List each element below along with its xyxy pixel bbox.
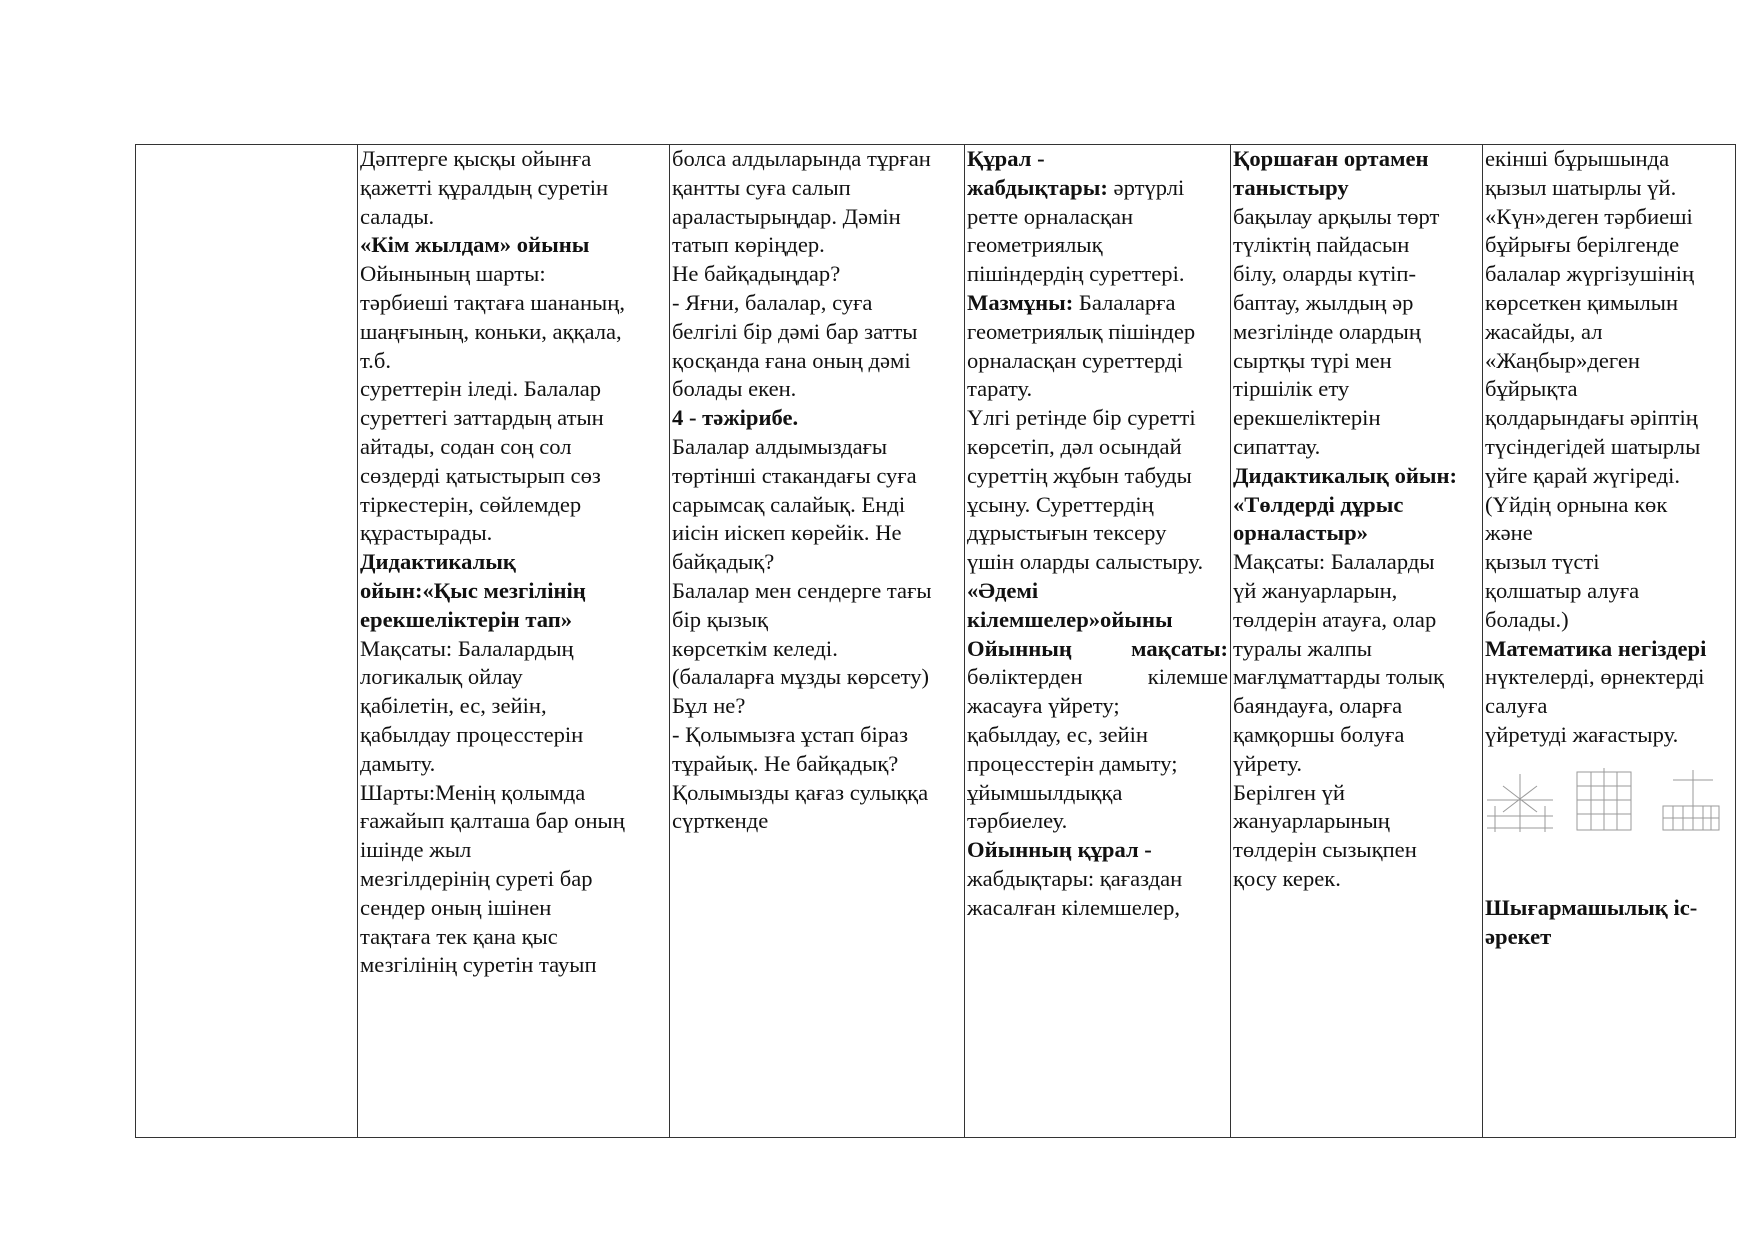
text-line: тіршілік ету bbox=[1233, 376, 1350, 402]
text-line: қолдарындағы әріптің bbox=[1485, 405, 1698, 431]
text-line: бақылау арқылы төрт bbox=[1233, 203, 1440, 229]
text-line: бұйрықта bbox=[1485, 376, 1578, 402]
text-run: әртүрлі bbox=[1107, 174, 1185, 200]
text-line: сөздерді қатыстырып сөз bbox=[360, 462, 601, 488]
text-line: «Жаңбыр»деген bbox=[1485, 347, 1640, 373]
text-line: тіркестерін, сөйлемдер bbox=[360, 491, 582, 517]
text-line: тұрайық. Не байқадық? bbox=[672, 750, 899, 776]
column-6-cell bbox=[1483, 145, 1736, 1138]
text-line: тақтаға тек қана қыс bbox=[360, 923, 558, 949]
text-line: «Кім жылдам» ойыны bbox=[360, 232, 590, 258]
table-row bbox=[136, 145, 1736, 1138]
text-line: (Үйдің орнына көк bbox=[1485, 491, 1668, 517]
text-line: төртінші стакандағы суға bbox=[672, 462, 917, 488]
text-line: қосу керек. bbox=[1233, 865, 1341, 891]
text-line: суреттің жұбын табуды bbox=[967, 462, 1192, 488]
text-line: дамыту. bbox=[360, 750, 436, 776]
text-line: Мақсаты: Балаларды bbox=[1233, 549, 1435, 575]
text-line: ерекшеліктерін тап» bbox=[360, 606, 573, 632]
text-line: кілемшелер»ойыны bbox=[967, 606, 1173, 632]
text-line: қолшатыр алуға bbox=[1485, 577, 1640, 603]
text-line: араластырыңдар. Дәмін bbox=[672, 203, 901, 229]
text-line: Мақсаты: Балалардың bbox=[360, 635, 574, 661]
text-line: «Төлдерді дұрыс bbox=[1233, 491, 1404, 517]
text-line: (балаларға мұзды көрсету) bbox=[672, 664, 930, 690]
text-line: татып көріңдер. bbox=[672, 232, 825, 258]
sketch-ladder-icon bbox=[1653, 766, 1723, 834]
text-line: ерекшеліктерін bbox=[1233, 405, 1381, 431]
text-line: 4 - тәжірибе. bbox=[672, 405, 799, 431]
text-line: - Яғни, балалар, суға bbox=[672, 289, 873, 315]
text-line: Не байқадыңдар? bbox=[672, 261, 841, 287]
text-line: түсіндегідей шатырлы bbox=[1485, 433, 1701, 459]
text-line: сүрткенде bbox=[672, 808, 769, 834]
text-line: суреттегі заттардың атын bbox=[360, 405, 604, 431]
text-line: тәрбиелеу. bbox=[967, 808, 1068, 834]
text-line: үй жануарларын, bbox=[1233, 577, 1398, 603]
text-run: Мазмұны: bbox=[967, 289, 1074, 315]
text-line: Қоршаған ортамен bbox=[1233, 146, 1429, 171]
text-line: - Қолымызға ұстап біраз bbox=[672, 721, 909, 747]
text-line: орналасқан суреттерді bbox=[967, 347, 1183, 373]
text-line: Шығармашылық іс- bbox=[1485, 894, 1698, 920]
text-line: т.б. bbox=[360, 347, 391, 373]
text-line: қосқанда ғана оның дәмі bbox=[672, 347, 911, 373]
text-line: Балалар мен сендерге тағы bbox=[672, 577, 932, 603]
text-line: сендер оның ішінен bbox=[360, 894, 552, 920]
text-line: әрекет bbox=[1485, 923, 1552, 949]
text-line: қызыл шатырлы үй. bbox=[1485, 174, 1677, 200]
dot-pattern-sketches bbox=[1485, 766, 1733, 836]
text-line: геометриялық bbox=[967, 232, 1103, 258]
text-line: көрсеткен қимылын bbox=[1485, 289, 1679, 315]
text-line bbox=[967, 635, 1228, 664]
column-6-text-bottom bbox=[1485, 894, 1733, 952]
text-line: қабылдау процесстерін bbox=[360, 721, 584, 747]
text-line: мағлұматтарды толық bbox=[1233, 664, 1444, 690]
text-line: ішінде жыл bbox=[360, 837, 472, 863]
column-6-text-top bbox=[1485, 145, 1733, 750]
text-line: айтады, содан соң сол bbox=[360, 433, 572, 459]
text-line: жануарларының bbox=[1233, 808, 1390, 834]
text-line: жасайды, ал bbox=[1485, 318, 1603, 344]
text-line: геометриялық пішіндер bbox=[967, 318, 1196, 344]
text-word: кілемше bbox=[1147, 664, 1228, 690]
text-line: Дидактикалық bbox=[360, 549, 516, 575]
text-line: ойын:«Қыс мезгілінің bbox=[360, 577, 586, 603]
text-line: үйретуді жағастыру. bbox=[1485, 721, 1679, 747]
text-line: салады. bbox=[360, 203, 435, 229]
text-line: туралы жалпы bbox=[1233, 635, 1372, 661]
text-line: ғажайып қалташа бар оның bbox=[360, 808, 625, 834]
text-line: құрастырады. bbox=[360, 520, 493, 546]
sketch-house-icon bbox=[1569, 766, 1639, 834]
text-line: қызыл түсті bbox=[1485, 549, 1600, 575]
text-line: жасалған кілемшелер, bbox=[967, 894, 1181, 920]
text-line: балалар жүргізушінің bbox=[1485, 261, 1695, 287]
text-line: Ойынның құрал - bbox=[967, 837, 1152, 863]
text-line: байқадық? bbox=[672, 549, 775, 575]
text-line: сыртқы түрі мен bbox=[1233, 347, 1392, 373]
text-word: бөліктерден bbox=[967, 664, 1083, 690]
text-line: ретте орналасқан bbox=[967, 203, 1134, 229]
text-line: қабілетін, ес, зейін, bbox=[360, 693, 547, 719]
text-line: Дидактикалық ойын: bbox=[1233, 462, 1458, 488]
text-run: жабдықтары: bbox=[967, 174, 1108, 200]
text-line: сипаттау. bbox=[1233, 433, 1321, 459]
text-line: Берілген үй bbox=[1233, 779, 1345, 805]
text-line: мезгілдерінің суреті бар bbox=[360, 865, 593, 891]
text-line: пішіндердің суреттері. bbox=[967, 261, 1185, 287]
text-line: ұйымшылдыққа bbox=[967, 779, 1123, 805]
text-line: Математика негіздері bbox=[1485, 635, 1707, 661]
text-line: бір қызық bbox=[672, 606, 768, 632]
text-line: баяндауға, оларға bbox=[1233, 693, 1403, 719]
column-2-cell bbox=[358, 145, 670, 1138]
text-line: орналастыр» bbox=[1233, 520, 1368, 546]
lesson-plan-table bbox=[135, 144, 1736, 1138]
text-word: Ойынның bbox=[967, 635, 1072, 661]
text-word: мақсаты: bbox=[1131, 635, 1228, 661]
text-line: дұрыстығын тексеру bbox=[967, 520, 1167, 546]
column-3-cell bbox=[670, 145, 965, 1138]
text-line: мезгілінің суретін тауып bbox=[360, 952, 597, 978]
text-line: таныстыру bbox=[1233, 174, 1349, 200]
text-line bbox=[967, 289, 1228, 318]
text-line: нүктелерді, өрнектерді bbox=[1485, 664, 1705, 690]
text-line: көрсеткім келеді. bbox=[672, 635, 838, 661]
text-line: Ойынының шарты: bbox=[360, 261, 546, 287]
text-line: қабылдау, ес, зейін bbox=[967, 721, 1148, 747]
text-line: Шарты:Менің қолымда bbox=[360, 779, 586, 805]
column-5-cell bbox=[1231, 145, 1483, 1138]
text-line: процесстерін дамыту; bbox=[967, 750, 1178, 776]
text-line: болса алдыларында тұрған bbox=[672, 146, 931, 171]
text-line: үйрету. bbox=[1233, 750, 1302, 776]
text-line: Үлгі ретінде бір суретті bbox=[967, 405, 1196, 431]
text-line: үшін оларды салыстыру. bbox=[967, 549, 1204, 575]
text-line: «Әдемі bbox=[967, 577, 1039, 603]
sketch-pattern-icon bbox=[1485, 766, 1555, 834]
text-line: екінші бұрышында bbox=[1485, 146, 1670, 171]
text-line: Дәптерге қысқы ойынға bbox=[360, 146, 592, 171]
text-line: көрсетіп, дәл осындай bbox=[967, 433, 1182, 459]
text-line: логикалық ойлау bbox=[360, 664, 523, 690]
text-run: Балаларға bbox=[1073, 289, 1176, 315]
text-line: түліктің пайдасын bbox=[1233, 232, 1410, 258]
text-line: ұсыну. Суреттердің bbox=[967, 491, 1154, 517]
text-line: қажетті құралдың суретін bbox=[360, 174, 609, 200]
empty-column-cell bbox=[136, 145, 358, 1138]
text-line: болады екен. bbox=[672, 376, 797, 402]
text-line: жасауға үйрету; bbox=[967, 693, 1120, 719]
text-line: бұйрығы берілгенде bbox=[1485, 232, 1680, 258]
column-4-cell bbox=[965, 145, 1231, 1138]
text-line: білу, оларды күтіп- bbox=[1233, 261, 1417, 287]
text-line: Бұл не? bbox=[672, 693, 746, 719]
text-line bbox=[967, 663, 1228, 692]
text-line: үйге қарай жүгіреді. bbox=[1485, 462, 1681, 488]
text-line: және bbox=[1485, 520, 1533, 546]
text-line: Балалар алдымыздағы bbox=[672, 433, 888, 459]
text-line: баптау, жылдың әр bbox=[1233, 289, 1414, 315]
text-line: сарымсақ салайық. Енді bbox=[672, 491, 906, 517]
text-line: төлдерін атауға, олар bbox=[1233, 606, 1437, 632]
text-line: белгілі бір дәмі бар затты bbox=[672, 318, 918, 344]
text-line: болады.) bbox=[1485, 606, 1569, 632]
text-line: тәрбиеші тақтаға шананың, bbox=[360, 289, 625, 315]
text-line: шаңғының, коньки, аққала, bbox=[360, 318, 622, 344]
text-line: қамқоршы болуға bbox=[1233, 721, 1405, 747]
text-line: тарату. bbox=[967, 376, 1033, 402]
text-line: суреттерін іледі. Балалар bbox=[360, 376, 602, 402]
text-line: «Күн»деген тәрбиеші bbox=[1485, 203, 1693, 229]
text-line: Құрал - bbox=[967, 146, 1045, 171]
text-line: жабдықтары: қағаздан bbox=[967, 865, 1183, 891]
text-line: салуға bbox=[1485, 693, 1548, 719]
text-line bbox=[967, 174, 1228, 203]
text-line: Қолымызды қағаз сулыққа bbox=[672, 779, 929, 805]
text-line: иісін иіскеп көрейік. Не bbox=[672, 520, 902, 546]
text-line: төлдерін сызықпен bbox=[1233, 837, 1417, 863]
text-line: қантты суға салып bbox=[672, 174, 851, 200]
text-line: мезгілінде олардың bbox=[1233, 318, 1421, 344]
